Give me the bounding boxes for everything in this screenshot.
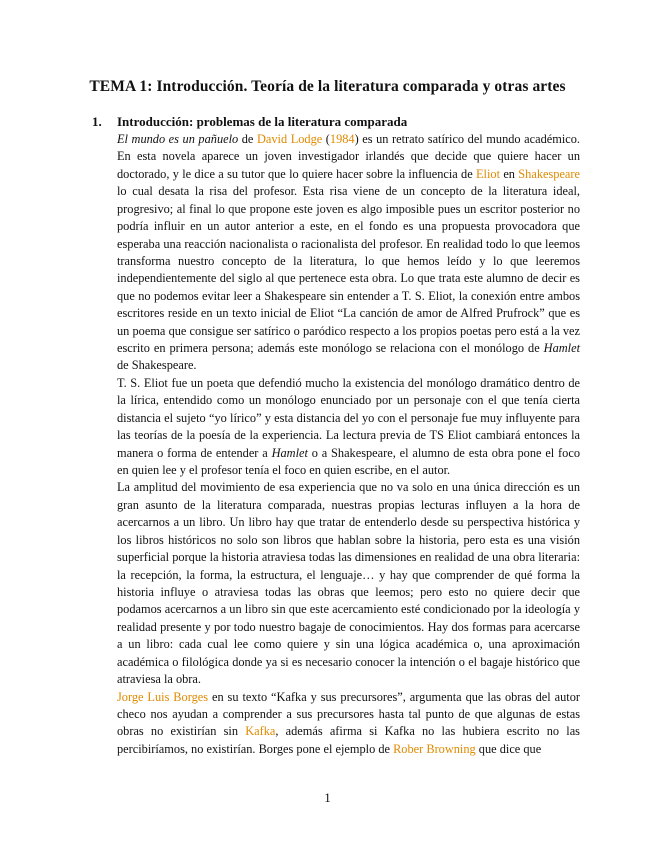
paragraph-1 [117,131,580,375]
section-heading [92,114,407,130]
paragraph-3 [117,479,580,688]
text-run: o a Shakespeare, el alumno de esta obra pone el foco en quien lee y el profesor tenía el foco en quien escribe, en el autor. [117,445,580,478]
text-run: de [238,132,257,146]
hamlet-title: Hamlet [271,445,308,460]
section-heading-text: Introducción: problemas de la literatura comparada [117,114,408,129]
text-run: T. S. Eliot fue un poeta que defendió mucho la existencia del monólogo dramático dentro de la lírica, entendido como un monólogo enunciado por un personaje con el que tenía cierta distancia el sujeto “yo lírico” y esta distancia del yo con el personaje fue muy influyente para las teorías de la poesía de la experiencia. La lectura previa de TS Eliot cambiará entonces la manera o forma de entender a [117,375,580,460]
section-number: 1. [92,114,102,129]
text-run: en su texto “Kafka y sus precursores”, argumenta que las obras del autor checo nos ayudan a comprender a sus precursores hasta tal punto de que algunas de estas obras no existirían sin [117,689,580,739]
link-jorge-luis-borges[interactable]: Jorge Luis Borges [117,689,209,704]
text-run: ( [322,132,330,146]
text-run: de Shakespeare. [117,358,197,373]
page-number: 1 [324,790,331,805]
link-kafka[interactable]: Kafka [245,724,276,739]
paragraph-2 [117,375,580,480]
link-eliot[interactable]: Eliot [476,166,501,181]
link-shakespeare[interactable]: Shakespeare [518,166,580,181]
text-run: en [500,166,519,181]
text-run: La amplitud del movimiento de esa experiencia que no va solo en una única dirección es un gran asunto de la literatura comparada, nuestras propias lecturas influyen a la hora de acercarnos a un libro. Un libro hay que tratar de entenderlo desde su perspectiva histórica y los libros históricos no solo son libros que hablan sobre la historia, pero esta es una visión superficial porque la historia atraviesa todas las dimensiones en realidad de una obra literaria: la recepción, la forma, la estructura, el lenguaje… y hay que comprender de qué forma la historia influye o atraviesa todas las obras que leemos; pero esto no quiere decir que podamos acercarnos a un libro sin que este acercamiento esté condicionado por la ideología y realidad presente y por todo nuestro bagaje de conocimientos. Hay dos formas para acercarse a un libro: cada cual lee como quiere y sin una lógica académica o, una aproximación académica o filológica donde ya si es necesario conocer la intención o el bagaje histórico que atraviesa la obra. [117,480,580,687]
text-run: lo cual desata la risa del profesor. Esta risa viene de un concepto de la literatura ideal, progresivo; al final lo que propone este joven es algo imposible pues un escritor posterior no podría influir en un autor anterior a este, en el fondo es una propuesta provocadora que esperaba una reacción nacionalista o racionalista del profesor. En realidad todo lo que leemos transforma nuestro concepto de la literatura, lo que hemos leído y lo que leeremos independientemente del siglo al que pertenece esta obra. Lo que trata este alumno de decir es que no podemos evitar leer a Shakespeare sin entender a T. S. Eliot, la conexión entre ambos escritores reside en un texto inicial de Eliot “La canción de amor de Alfred Prufrock” que es un poema que consigue ser satírico o paródico respecto a los propios poetas pero está a la vez escrito en primera persona; además este monólogo se relaciona con el monólogo de [117,184,580,356]
text-run: , además afirma si Kafka no las hubiera escrito no las percibiríamos, no existirían. Borges pone el ejemplo de [117,724,580,756]
page-title: TEMA 1: Introducción. Teoría de la literatura comparada y otras artes [89,78,566,95]
paragraph-4 [117,689,580,759]
book-title: El mundo es un pañuelo [117,132,239,146]
link-david-lodge[interactable]: David Lodge [256,132,323,146]
text-run: que dice que [475,741,542,756]
link-rober-browning[interactable]: Rober Browning [393,741,476,756]
link-1984[interactable]: 1984 [329,132,355,146]
text-run: ) es un retrato satírico del mundo académico. En esta novela aparece un joven investigador irlandés que decide que quiere hacer un doctorado, y le dice a su tutor que lo quiere hacer sobre la influencia de [117,132,580,181]
hamlet-title: Hamlet [543,341,580,356]
document-body [117,131,580,758]
